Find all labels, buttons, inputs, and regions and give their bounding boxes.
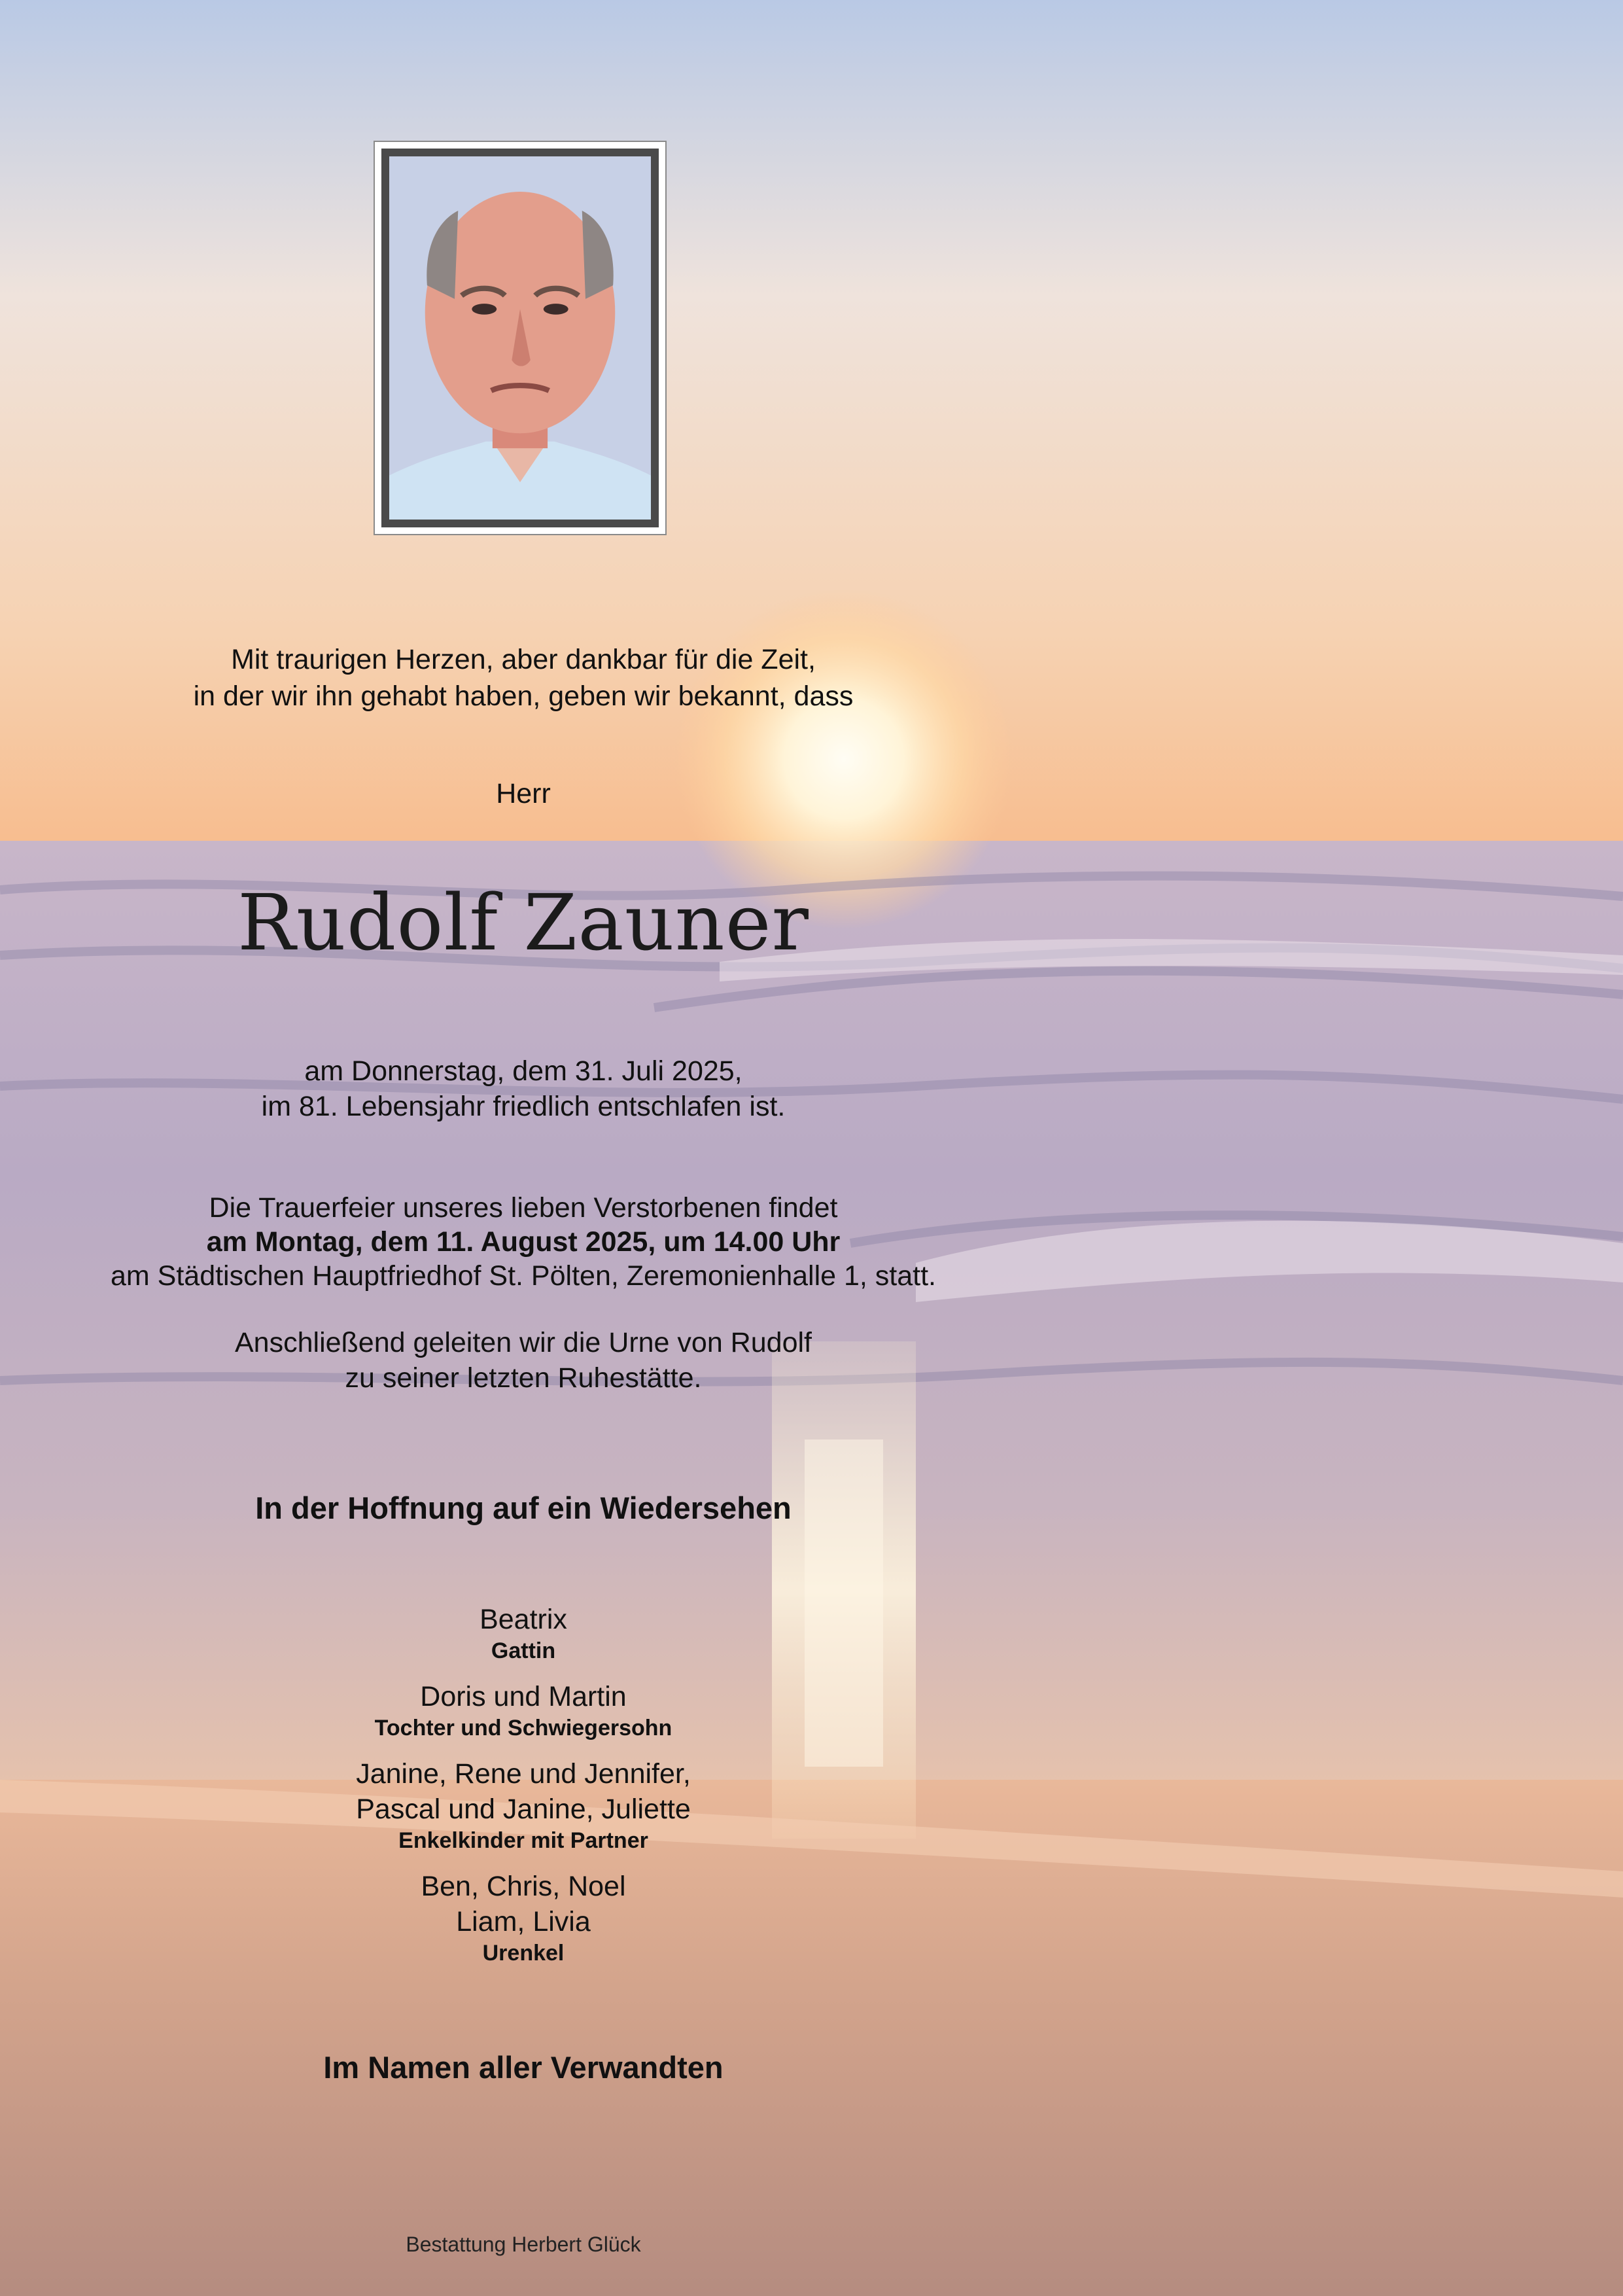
service-date-time: am Montag, dem 11. August 2025, um 14.00 Uhr <box>206 1226 841 1258</box>
urn-line-2: zu seiner letzten Ruhestätte. <box>345 1362 702 1394</box>
portrait-photo <box>381 149 659 527</box>
portrait-photo-icon <box>389 156 651 520</box>
mourner-names: Doris und Martin <box>420 1681 627 1712</box>
death-line-2: im 81. Lebensjahr friedlich entschlafen ist. <box>261 1091 786 1122</box>
mourner-group <box>0 1679 1047 1742</box>
portrait-frame <box>374 141 667 535</box>
service-line-1: Die Trauerfeier unseres lieben Verstorbenen findet <box>209 1192 838 1224</box>
mourner-names: Liam, Livia <box>456 1906 591 1937</box>
salutation: Herr <box>496 778 551 809</box>
mourner-role: Gattin <box>491 1638 556 1663</box>
funeral-service-info <box>0 1191 1047 1293</box>
mourner-names: Pascal und Janine, Juliette <box>356 1793 691 1825</box>
death-notice <box>0 1053 1047 1124</box>
hope-line: In der Hoffnung auf ein Wiedersehen <box>255 1491 792 1525</box>
service-location: am Städtischen Hauptfriedhof St. Pölten, Zeremonienhalle 1, statt. <box>110 1260 937 1292</box>
mourners-list <box>0 1602 1047 1981</box>
death-line-1: am Donnerstag, dem 31. Juli 2025, <box>304 1055 742 1087</box>
mourner-role: Enkelkinder mit Partner <box>398 1828 648 1853</box>
mourner-names: Beatrix <box>480 1604 567 1635</box>
urn-line-1: Anschließend geleiten wir die Urne von Rudolf <box>235 1327 812 1358</box>
mourner-role: Tochter und Schwiegersohn <box>374 1716 672 1740</box>
intro-line-1: Mit traurigen Herzen, aber dankbar für die Zeit, <box>231 644 816 675</box>
intro-text <box>0 641 1047 715</box>
deceased-name: Rudolf Zauner <box>237 877 809 968</box>
mourner-role: Urenkel <box>482 1941 565 1966</box>
intro-line-2: in der wir ihn gehabt haben, geben wir bekannt, dass <box>193 680 854 712</box>
closing-line: Im Namen aller Verwandten <box>323 2050 724 2085</box>
mourner-group <box>0 1602 1047 1665</box>
mourner-names: Janine, Rene und Jennifer, <box>356 1758 691 1790</box>
mourner-group <box>0 1869 1047 1967</box>
mourner-group <box>0 1756 1047 1854</box>
mourner-names: Ben, Chris, Noel <box>421 1871 626 1902</box>
urn-info <box>0 1325 1047 1396</box>
undertaker-name: Bestattung Herbert Glück <box>406 2233 641 2256</box>
